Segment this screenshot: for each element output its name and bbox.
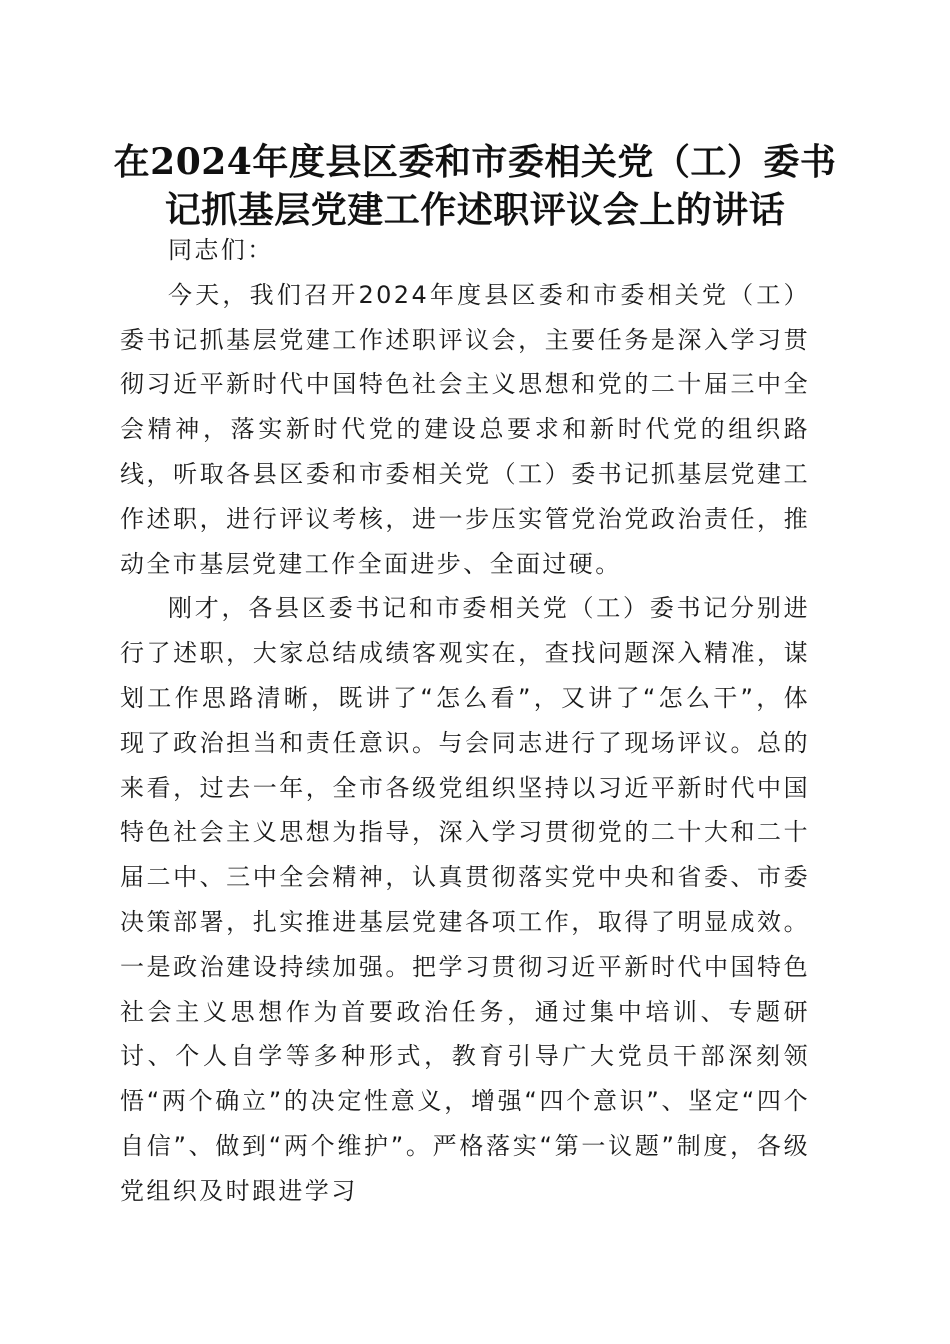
paragraph-1: 今天，我们召开2024年度县区委和市委相关党（工）委书记抓基层党建工作述职评议会，主要任务是深入学习贯彻习近平新时代中国特色社会主义思想和党的二十届三中全会精神，落实新时代党的建设总要求和新时代党的组织路线，听取各县区委和市委相关党（工）委书记抓基层党建工作述职，进行评议考核，进一步压实管党治党政治责任，推动全市基层党建工作全面进步、全面过硬。 bbox=[120, 280, 810, 578]
paragraph-2: 刚才，各县区委书记和市委相关党（工）委书记分别进行了述职，大家总结成绩客观实在，查找问题深入精准，谋划工作思路清晰，既讲了“怎么看”，又讲了“怎么干”，体现了政治担当和责任意识。与会同志进行了现场评议。总的来看，过去一年，全市各级党组织坚持以习近平新时代中国特色社会主义思想为指导，深入学习贯彻党的二十大和二十届二中、三中全会精神，认真贯彻落实党中央和省委、市委决策部署，扎实推进基层党建各项工作，取得了明显成效。一是政治建设持续加强。把学习贯彻习近平新时代中国特色社会主义思想作为首要政治任务，通过集中培训、专题研讨、个人自学等多种形式，教育引导广大党员干部深刻领悟“两个确立”的决定性意义，增强“四个意识”、坚定“四个自信”、做到“两个维护”。严格落实“第一议题”制度，各级党组织及时跟进学习 bbox=[120, 594, 810, 1205]
document-title: 在2024年度县区委和市委相关党（工）委书记抓基层党建工作述职评议会上的讲话 bbox=[113, 141, 837, 231]
document-body bbox=[120, 228, 810, 1214]
salutation: 同志们： bbox=[168, 236, 274, 264]
